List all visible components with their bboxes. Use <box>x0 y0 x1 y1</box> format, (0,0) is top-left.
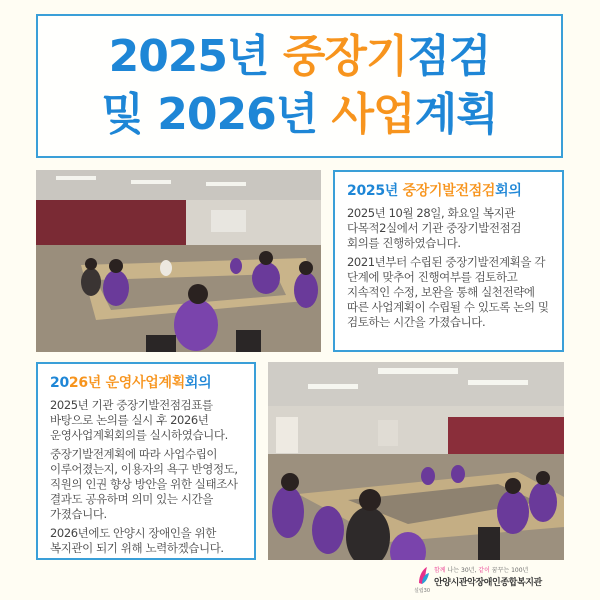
slogan-with: 같이 <box>478 567 490 574</box>
section2-paragraph: 2026년에도 안양시 장애인을 위한 복지관이 되기 위해 노력하겠습니다. <box>50 526 224 555</box>
title-year-2026: 2026년 <box>157 89 318 140</box>
section1-heading-year: 2025년 <box>347 183 398 199</box>
section1-paragraph: 2021년부터 수립된 중장기발전계획을 각 단계에 맞추어 진행여부를 검토하고 지속적인 수정, 보완을 통해 실천전략에 따른 사업계획이 수립될 수 있도록 논의 및 검토하는 시간을 가졌습니다. <box>347 255 549 329</box>
meeting-photo-2 <box>268 362 564 560</box>
section2-heading <box>50 374 244 392</box>
logo-caption: 설립30 <box>414 588 431 594</box>
section1-heading-suffix: 회의 <box>495 183 522 199</box>
section1-heading-accent: 중장기발전점검 <box>402 183 496 199</box>
footer-slogan <box>434 565 528 574</box>
section2-paragraph: 중장기발전계획에 따라 사업수립이 이루어졌는지, 이용자의 욕구 반영정도, 직원의 인권 향상 방안을 위한 실태조사 결과도 공유하며 의미 있는 시간을 가졌습니다. <box>50 447 238 521</box>
title-line-1 <box>109 28 491 86</box>
section2-heading-suffix: 회의 <box>184 375 212 391</box>
title-line-2 <box>101 86 497 144</box>
title-word-check: 점검 <box>407 31 491 82</box>
section-midlong-check <box>333 170 564 352</box>
organization-name: 안양시관악장애인종합복지관 <box>434 578 542 588</box>
slogan-hundred: 꿈꾸는 100년 <box>491 567 529 574</box>
org-footer <box>414 563 564 595</box>
title-and: 및 <box>101 89 143 140</box>
slogan-together: 함께 <box>434 567 446 574</box>
title-word-plan: 계획 <box>414 89 498 140</box>
meeting-photo-1 <box>36 170 321 352</box>
section1-paragraph: 2025년 10월 28일, 화요일 복지관 다목적2실에서 기관 중장기발전점검 회의를 진행하였습니다. <box>347 206 522 250</box>
anniversary-logo-icon <box>416 565 430 587</box>
section2-heading-year-b: 26년 <box>68 375 101 391</box>
section2-paragraph: 2025년 기관 중장기발전점검표를 바탕으로 논의를 실시 후 2026년 운영사업계획회의를 실시하였습니다. <box>50 398 228 442</box>
section1-heading <box>347 182 552 200</box>
title-word-business: 사업 <box>331 89 415 140</box>
slogan-thirty: 나는 30년, <box>447 567 477 574</box>
title-word-midlong: 중장기 <box>282 31 408 82</box>
title-banner <box>36 14 563 158</box>
section-business-plan <box>36 362 256 560</box>
section2-heading-year-a: 20 <box>50 375 69 391</box>
section2-heading-accent: 운영사업계획 <box>105 375 185 391</box>
title-year-2025: 2025년 <box>108 31 269 82</box>
